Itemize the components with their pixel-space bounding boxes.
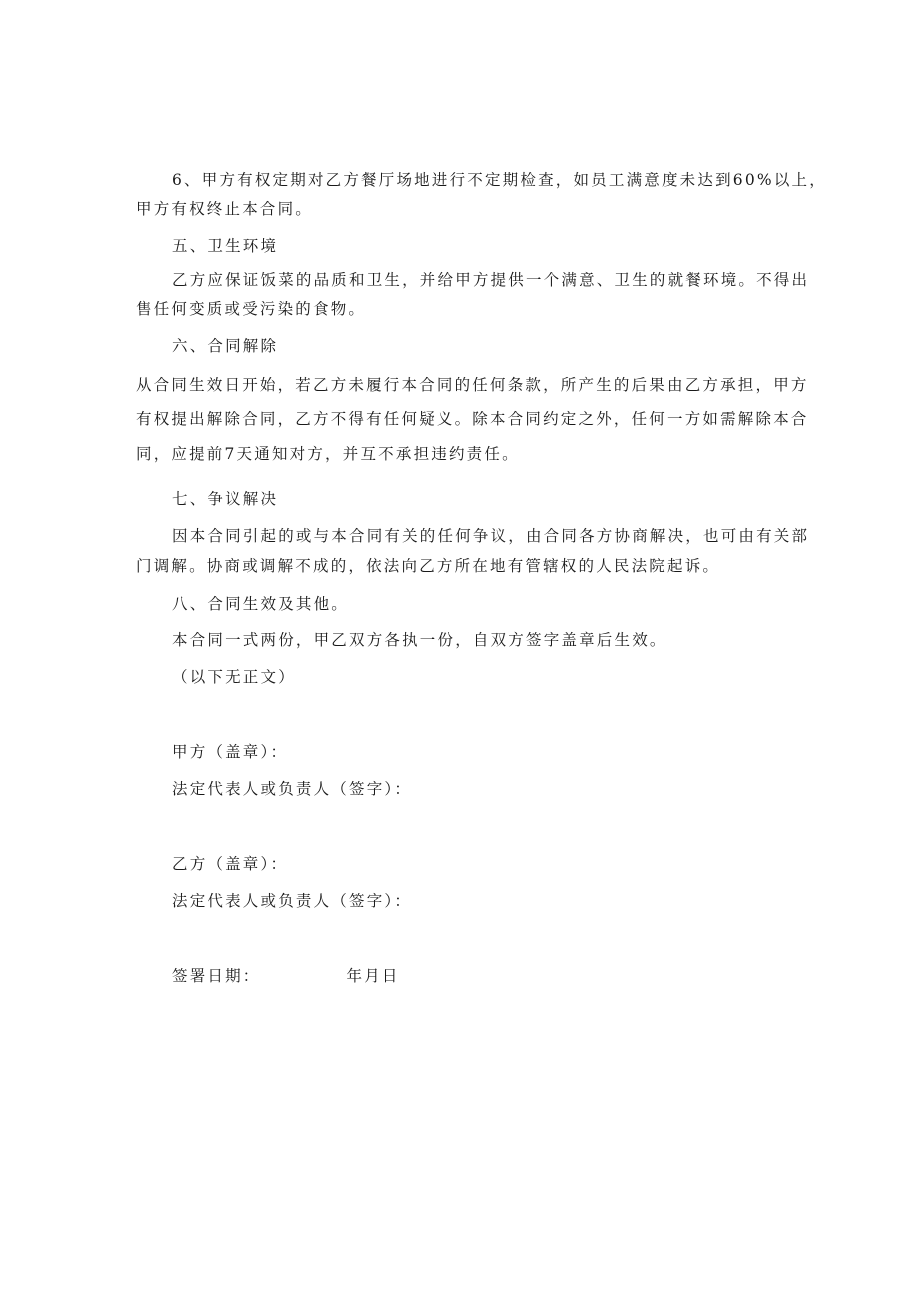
section6-line1: 从合同生效日开始，若乙方未履行本合同的任何条款，所产生的后果由乙方承担，甲方 bbox=[136, 376, 809, 394]
section6-line2: 有权提出解除合同，乙方不得有任何疑义。除本合同约定之外，任何一方如需解除本合 bbox=[136, 410, 809, 428]
signing-date bbox=[172, 966, 400, 986]
section7-heading: 七、争议解决 bbox=[172, 490, 279, 508]
section8-line1: 本合同一式两份，甲乙双方各执一份，自双方签字盖章后生效。 bbox=[172, 631, 668, 649]
signing-date-label: 签署日期： bbox=[172, 967, 261, 985]
clause6-line2: 甲方有权终止本合同。 bbox=[136, 200, 314, 218]
section7-line2: 门调解。协商或调解不成的，依法向乙方所在地有管辖权的人民法院起诉。 bbox=[136, 557, 721, 575]
no-further-text-note: （以下无正文） bbox=[172, 668, 296, 686]
clause6-line1: 6、甲方有权定期对乙方餐厅场地进行不定期检查，如员工满意度未达到60%以上， bbox=[172, 171, 827, 189]
section5-heading: 五、卫生环境 bbox=[172, 237, 279, 255]
party-b-representative-label: 法定代表人或负责人（签字）： bbox=[172, 892, 413, 910]
section8-heading: 八、合同生效及其他。 bbox=[172, 595, 350, 613]
section6-line3: 同，应提前7天通知对方，并互不承担违约责任。 bbox=[136, 445, 520, 463]
section5-line2: 售任何变质或受污染的食物。 bbox=[136, 300, 367, 318]
party-b-seal-label: 乙方（盖章）： bbox=[172, 855, 289, 873]
signing-date-value: 年月日 bbox=[346, 967, 400, 985]
section5-line1: 乙方应保证饭菜的品质和卫生，并给甲方提供一个满意、卫生的就餐环境。不得出 bbox=[172, 271, 810, 289]
party-a-representative-label: 法定代表人或负责人（签字）： bbox=[172, 780, 413, 798]
section7-line1: 因本合同引起的或与本合同有关的任何争议，由合同各方协商解决，也可由有关部 bbox=[172, 527, 810, 545]
party-a-seal-label: 甲方（盖章）： bbox=[172, 743, 289, 761]
section6-heading: 六、合同解除 bbox=[172, 337, 279, 355]
